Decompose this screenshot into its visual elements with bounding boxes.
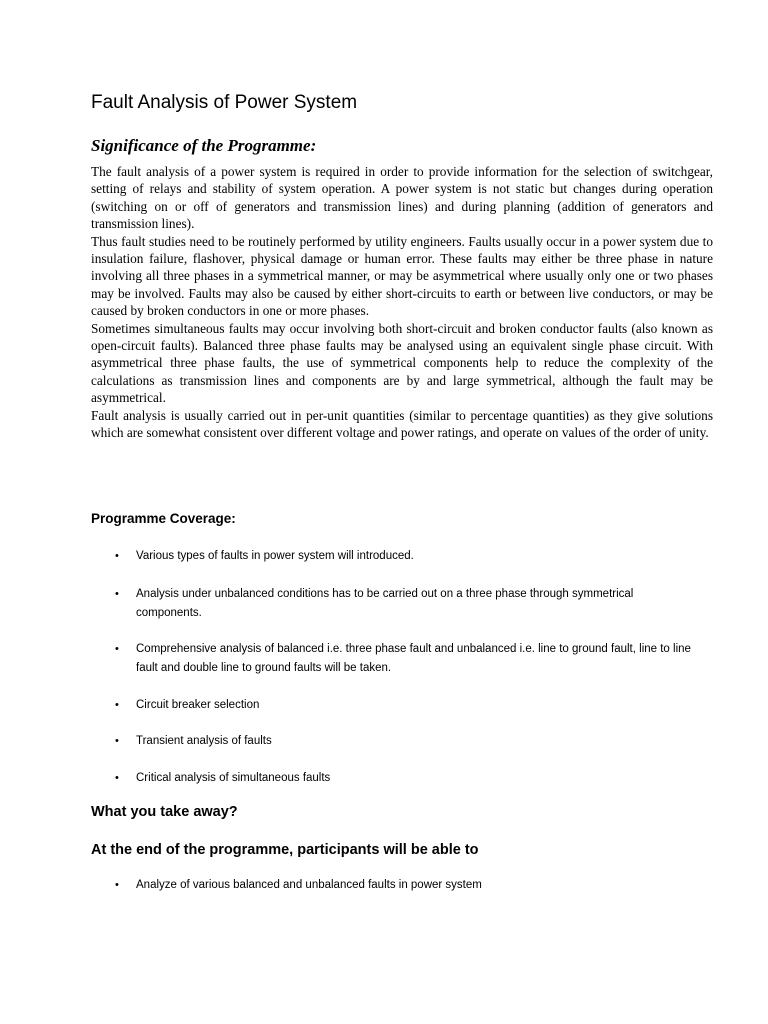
list-item-text: Transient analysis of faults: [136, 735, 272, 747]
list-item-text: Circuit breaker selection: [136, 699, 260, 711]
significance-paragraph: The fault analysis of a power system is required in order to provide information for the selection of switchgear, setting of relays and stability of system operation. A power system is not static but changes during operation (switching on or off of generators and transmission lines) and during planning (addition of generators and transmission lines).: [91, 164, 713, 232]
bullet-icon: •: [115, 772, 119, 784]
significance-heading: Significance of the Programme:: [91, 136, 317, 155]
list-item-text: Various types of faults in power system will introduced.: [136, 550, 414, 562]
significance-paragraph: Thus fault studies need to be routinely performed by utility engineers. Faults usually occur in a power system due to insulation failure, flashover, physical damage or human error. These faults may either be three phase in nature involving all three phases in a symmetrical manner, or may be asymmetrical where usually only one or two phases may be involved. Faults may also be caused by either short-circuits to earth or between live conductors, or may be caused by broken conductors in one or more phases.: [91, 233, 713, 319]
bullet-icon: •: [115, 550, 119, 562]
document-title: Fault Analysis of Power System: [91, 92, 358, 113]
bullet-icon: •: [115, 879, 119, 891]
coverage-heading: Programme Coverage:: [91, 511, 236, 526]
bullet-icon: •: [115, 699, 119, 711]
list-item: [91, 696, 713, 715]
significance-paragraph: Fault analysis is usually carried out in per-unit quantities (similar to percentage quantities) as they give solutions which are somewhat consistent over different voltage and power ratings, and operate on values of the order of unity.: [91, 407, 713, 441]
list-item: [91, 547, 713, 566]
list-item: [91, 585, 713, 623]
list-item: [91, 732, 713, 751]
list-item-text: Analyze of various balanced and unbalanced faults in power system: [136, 879, 482, 891]
list-item-text: Critical analysis of simultaneous faults: [136, 772, 331, 784]
bullet-icon: •: [115, 588, 119, 600]
list-item: [91, 876, 713, 895]
bullet-icon: •: [115, 735, 119, 747]
significance-body: [91, 163, 713, 442]
bullet-icon: •: [115, 643, 119, 655]
takeaway-subheading: At the end of the programme, participants will be able to: [91, 842, 479, 858]
list-item: [91, 769, 713, 788]
significance-paragraph: Sometimes simultaneous faults may occur involving both short-circuit and broken conductor faults (also known as open-circuit faults). Balanced three phase faults may be analysed using an equivalent single phase circuit. With asymmetrical three phase faults, the use of symmetrical components help to reduce the complexity of the calculations as transmission lines and components are by and large symmetrical, although the fault may be asymmetrical.: [91, 320, 713, 406]
list-item-text: Analysis under unbalanced conditions has to be carried out on a three phase through symmetrical components.: [136, 588, 634, 619]
takeaway-heading: What you take away?: [91, 804, 238, 820]
list-item-text: Comprehensive analysis of balanced i.e. three phase fault and unbalanced i.e. line to ground fault, line to line fault and double line to ground faults will be taken.: [136, 643, 691, 674]
list-item: [91, 640, 713, 678]
